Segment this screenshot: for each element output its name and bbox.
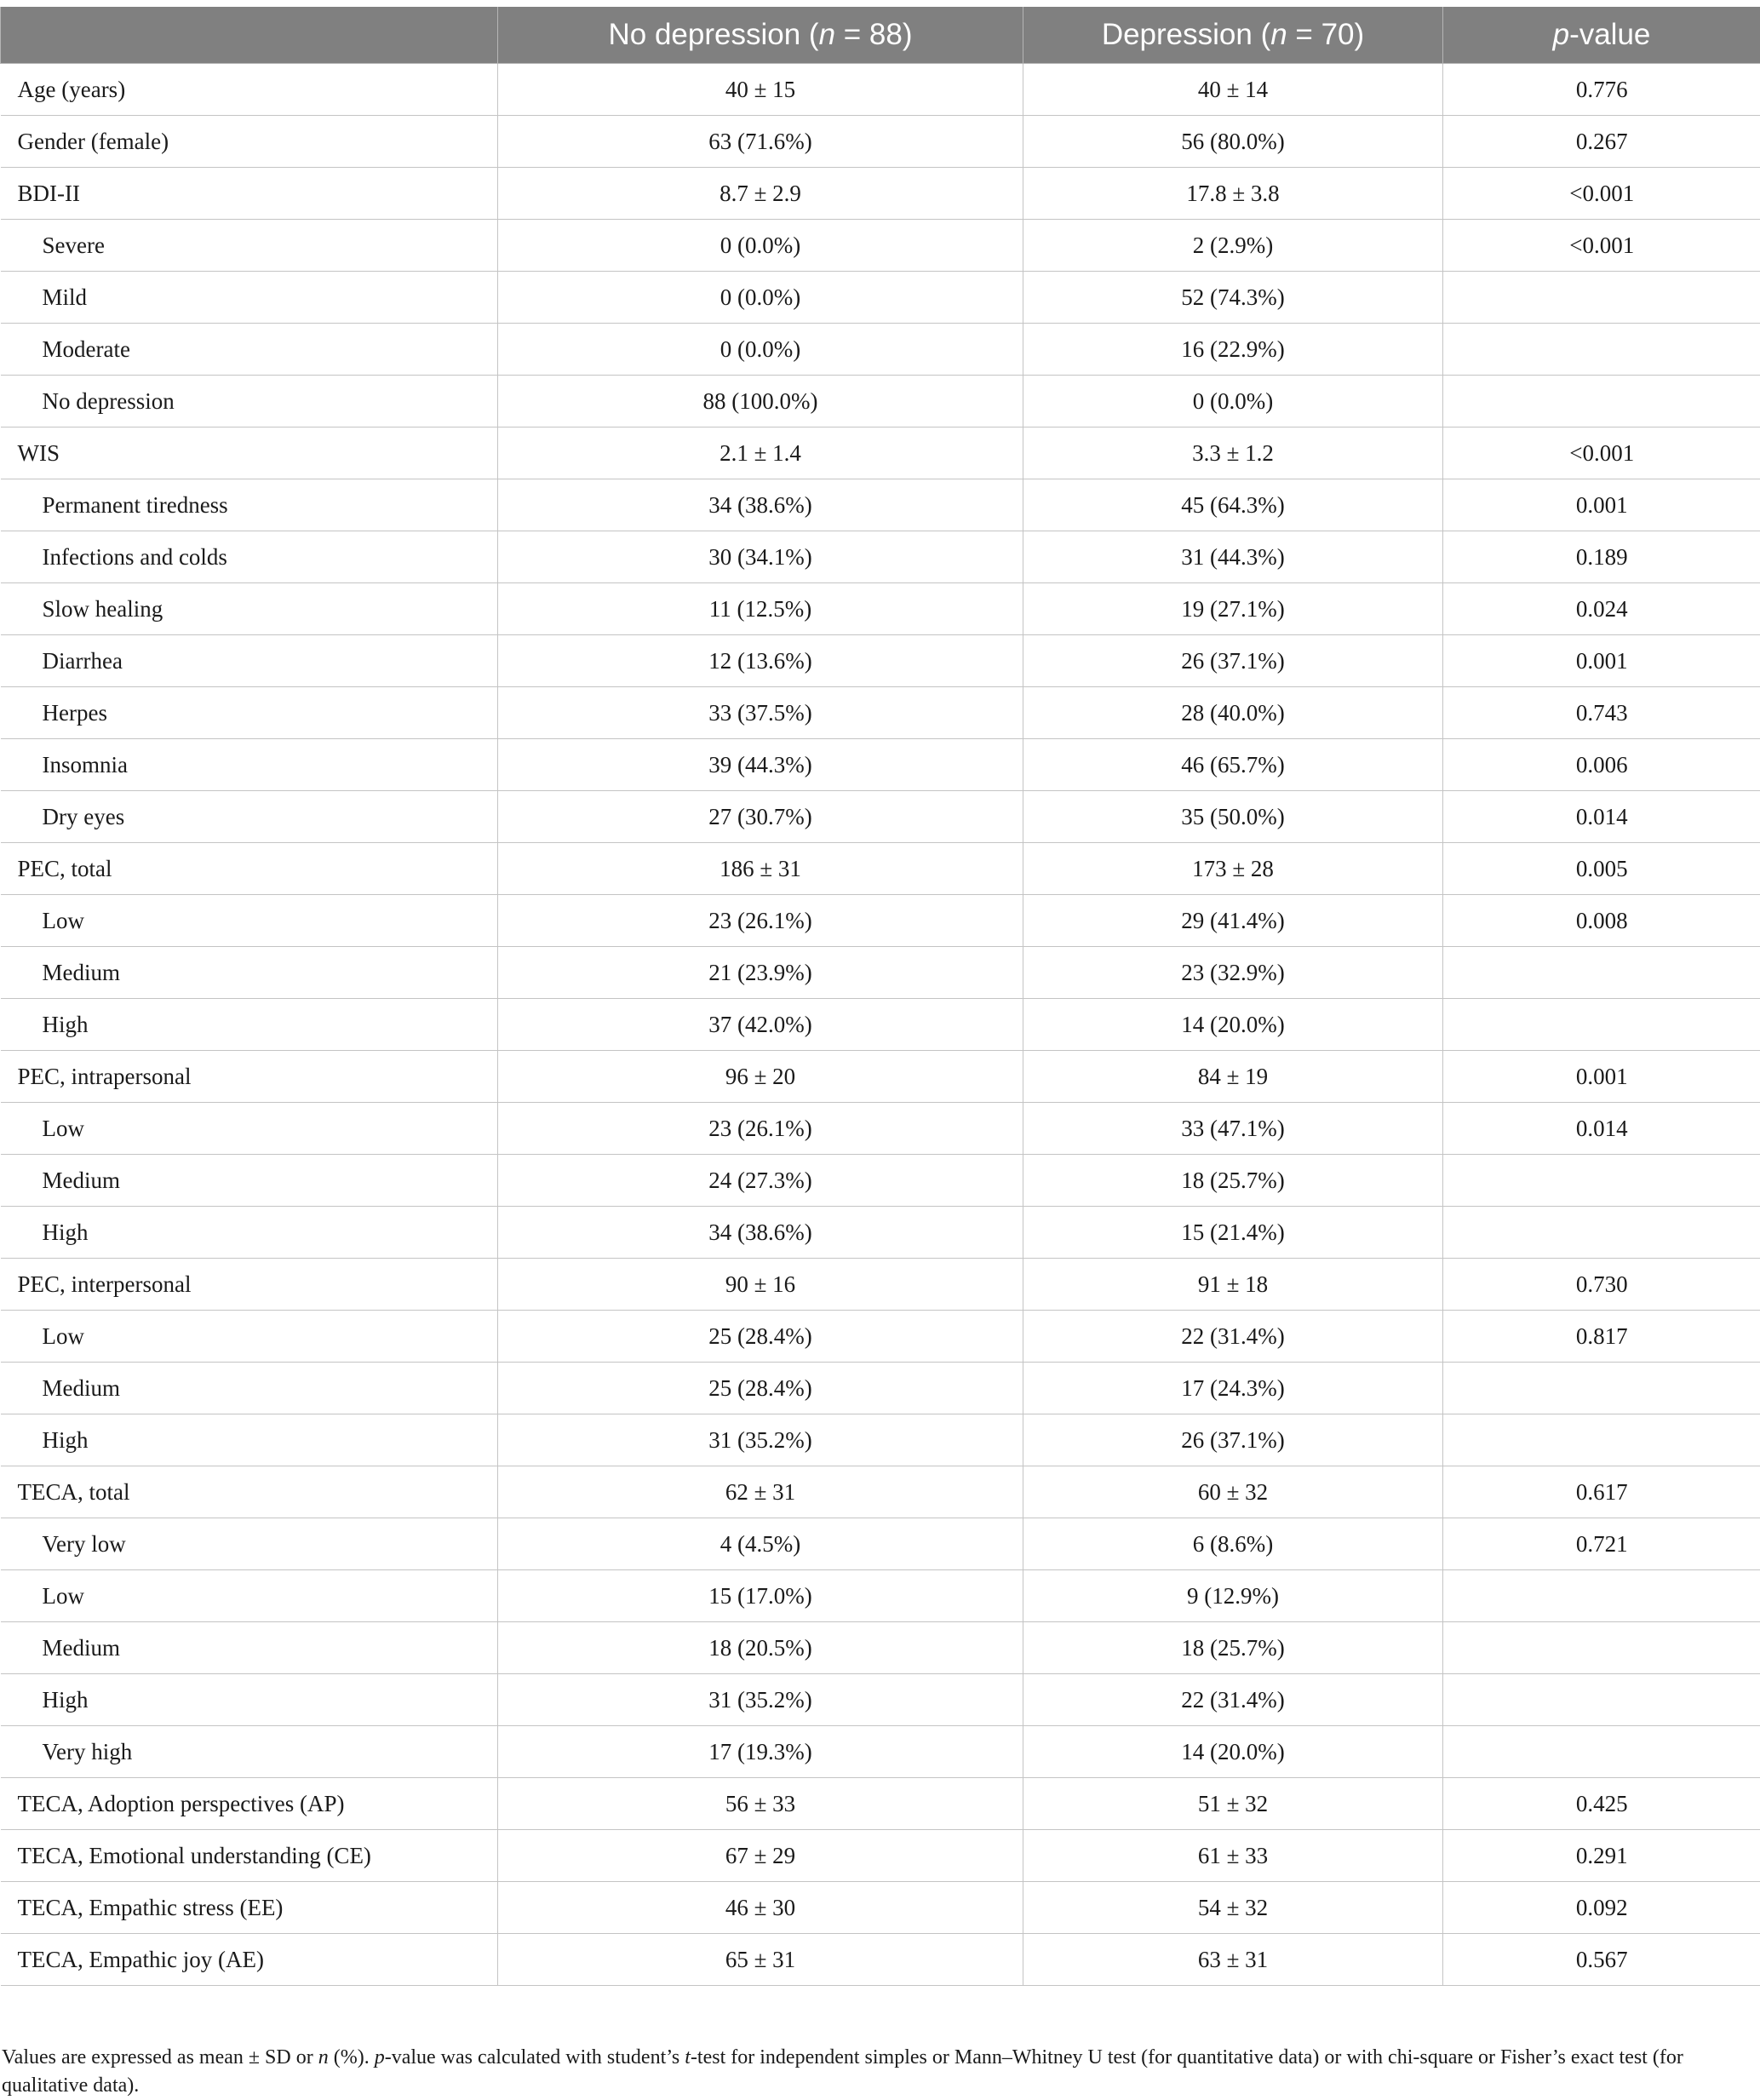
row-label: Dry eyes [1, 791, 498, 843]
table-row [1, 687, 1760, 739]
row-label: Very low [1, 1518, 498, 1570]
row-label: Moderate [1, 324, 498, 376]
table-header [1, 7, 1760, 64]
cell-no-depression: 18 (20.5%) [498, 1622, 1023, 1674]
table-row [1, 531, 1760, 583]
table-row [1, 739, 1760, 791]
table-footnote [0, 2044, 1760, 2100]
cell-no-depression: 88 (100.0%) [498, 376, 1023, 427]
cell-p-value: <0.001 [1443, 168, 1760, 220]
table-row [1, 843, 1760, 895]
cell-depression: 16 (22.9%) [1023, 324, 1443, 376]
cell-no-depression: 34 (38.6%) [498, 1207, 1023, 1259]
table-row [1, 1622, 1760, 1674]
cell-depression: 40 ± 14 [1023, 64, 1443, 116]
table-row [1, 947, 1760, 999]
row-label: Infections and colds [1, 531, 498, 583]
cell-depression: 60 ± 32 [1023, 1466, 1443, 1518]
cell-p-value: 0.006 [1443, 739, 1760, 791]
header-no-depression-post: = 88) [835, 18, 912, 51]
table-row [1, 116, 1760, 168]
cell-depression: 22 (31.4%) [1023, 1674, 1443, 1726]
cell-no-depression: 25 (28.4%) [498, 1311, 1023, 1363]
header-p-post: -value [1569, 18, 1650, 51]
cell-no-depression: 67 ± 29 [498, 1830, 1023, 1882]
table-row [1, 1882, 1760, 1934]
table-row [1, 1518, 1760, 1570]
row-label: PEC, intrapersonal [1, 1051, 498, 1103]
table-row [1, 895, 1760, 947]
table-row [1, 1363, 1760, 1414]
cell-depression: 26 (37.1%) [1023, 635, 1443, 687]
cell-p-value: <0.001 [1443, 427, 1760, 479]
table-row [1, 272, 1760, 324]
table-row [1, 1466, 1760, 1518]
cell-depression: 173 ± 28 [1023, 843, 1443, 895]
footnote-part-4: -test for independent simples or Mann–Whitney U test (for quantitative data) or with chi-square or Fisher’s exact test (for qualitative data). [2, 2046, 1683, 2097]
cell-p-value: <0.001 [1443, 220, 1760, 272]
cell-depression: 63 ± 31 [1023, 1934, 1443, 1986]
row-label: BDI-II [1, 168, 498, 220]
cell-no-depression: 2.1 ± 1.4 [498, 427, 1023, 479]
cell-depression: 28 (40.0%) [1023, 687, 1443, 739]
row-label: Low [1, 1311, 498, 1363]
row-label: PEC, total [1, 843, 498, 895]
cell-depression: 61 ± 33 [1023, 1830, 1443, 1882]
table-row [1, 1207, 1760, 1259]
cell-depression: 54 ± 32 [1023, 1882, 1443, 1934]
table-row [1, 1414, 1760, 1466]
cell-no-depression: 56 ± 33 [498, 1778, 1023, 1830]
cell-no-depression: 15 (17.0%) [498, 1570, 1023, 1622]
cell-p-value: 0.743 [1443, 687, 1760, 739]
cell-no-depression: 24 (27.3%) [498, 1155, 1023, 1207]
cell-depression: 45 (64.3%) [1023, 479, 1443, 531]
cell-depression: 91 ± 18 [1023, 1259, 1443, 1311]
header-row [1, 7, 1760, 64]
cell-p-value [1443, 1726, 1760, 1778]
cell-no-depression: 46 ± 30 [498, 1882, 1023, 1934]
cell-p-value [1443, 272, 1760, 324]
cell-p-value: 0.014 [1443, 791, 1760, 843]
results-table-container [0, 7, 1760, 1986]
cell-depression: 51 ± 32 [1023, 1778, 1443, 1830]
header-p: p [1553, 18, 1569, 51]
cell-no-depression: 4 (4.5%) [498, 1518, 1023, 1570]
cell-no-depression: 186 ± 31 [498, 843, 1023, 895]
header-depression-post: = 70) [1287, 18, 1364, 51]
cell-no-depression: 31 (35.2%) [498, 1414, 1023, 1466]
cell-no-depression: 11 (12.5%) [498, 583, 1023, 635]
cell-depression: 17 (24.3%) [1023, 1363, 1443, 1414]
cell-no-depression: 63 (71.6%) [498, 116, 1023, 168]
cell-no-depression: 37 (42.0%) [498, 999, 1023, 1051]
table-row [1, 1103, 1760, 1155]
table-row [1, 168, 1760, 220]
header-p-value [1443, 7, 1760, 64]
cell-no-depression: 12 (13.6%) [498, 635, 1023, 687]
cell-p-value: 0.005 [1443, 843, 1760, 895]
cell-no-depression: 31 (35.2%) [498, 1674, 1023, 1726]
cell-p-value: 0.189 [1443, 531, 1760, 583]
row-label: TECA, Empathic stress (EE) [1, 1882, 498, 1934]
table-row [1, 1570, 1760, 1622]
cell-p-value [1443, 376, 1760, 427]
table-row [1, 635, 1760, 687]
cell-no-depression: 34 (38.6%) [498, 479, 1023, 531]
cell-no-depression: 39 (44.3%) [498, 739, 1023, 791]
footnote-p: p [375, 2046, 385, 2068]
cell-depression: 6 (8.6%) [1023, 1518, 1443, 1570]
cell-p-value [1443, 1155, 1760, 1207]
table-row [1, 999, 1760, 1051]
cell-depression: 17.8 ± 3.8 [1023, 168, 1443, 220]
cell-p-value: 0.567 [1443, 1934, 1760, 1986]
cell-depression: 33 (47.1%) [1023, 1103, 1443, 1155]
table-row [1, 1311, 1760, 1363]
row-label: TECA, Empathic joy (AE) [1, 1934, 498, 1986]
cell-depression: 26 (37.1%) [1023, 1414, 1443, 1466]
cell-p-value: 0.001 [1443, 1051, 1760, 1103]
table-row [1, 1778, 1760, 1830]
cell-depression: 46 (65.7%) [1023, 739, 1443, 791]
cell-p-value: 0.001 [1443, 635, 1760, 687]
row-label: High [1, 1207, 498, 1259]
cell-no-depression: 33 (37.5%) [498, 687, 1023, 739]
cell-depression: 18 (25.7%) [1023, 1155, 1443, 1207]
header-depression [1023, 7, 1443, 64]
row-label: Medium [1, 1622, 498, 1674]
cell-p-value [1443, 1570, 1760, 1622]
table-row [1, 220, 1760, 272]
cell-depression: 15 (21.4%) [1023, 1207, 1443, 1259]
row-label: Herpes [1, 687, 498, 739]
header-depression-pre: Depression ( [1102, 18, 1270, 51]
cell-no-depression: 21 (23.9%) [498, 947, 1023, 999]
row-label: Low [1, 1103, 498, 1155]
table-row [1, 1934, 1760, 1986]
row-label: Low [1, 1570, 498, 1622]
table-row [1, 1674, 1760, 1726]
cell-p-value [1443, 999, 1760, 1051]
cell-no-depression: 17 (19.3%) [498, 1726, 1023, 1778]
cell-no-depression: 30 (34.1%) [498, 531, 1023, 583]
cell-p-value: 0.092 [1443, 1882, 1760, 1934]
cell-no-depression: 90 ± 16 [498, 1259, 1023, 1311]
cell-depression: 31 (44.3%) [1023, 531, 1443, 583]
row-label: High [1, 1674, 498, 1726]
cell-no-depression: 65 ± 31 [498, 1934, 1023, 1986]
cell-no-depression: 0 (0.0%) [498, 220, 1023, 272]
cell-depression: 56 (80.0%) [1023, 116, 1443, 168]
cell-p-value [1443, 947, 1760, 999]
cell-depression: 3.3 ± 1.2 [1023, 427, 1443, 479]
table-row [1, 427, 1760, 479]
cell-no-depression: 8.7 ± 2.9 [498, 168, 1023, 220]
row-label: Gender (female) [1, 116, 498, 168]
cell-p-value: 0.721 [1443, 1518, 1760, 1570]
cell-p-value [1443, 324, 1760, 376]
cell-p-value: 0.014 [1443, 1103, 1760, 1155]
table-row [1, 1259, 1760, 1311]
row-label: Low [1, 895, 498, 947]
header-no-depression [498, 7, 1023, 64]
row-label: Medium [1, 1363, 498, 1414]
cell-depression: 84 ± 19 [1023, 1051, 1443, 1103]
table-row [1, 791, 1760, 843]
footnote-part-1: Values are expressed as mean ± SD or [2, 2046, 318, 2068]
row-label: Age (years) [1, 64, 498, 116]
header-no-depression-pre: No depression ( [608, 18, 818, 51]
footnote-t: t [685, 2046, 691, 2068]
table-body [1, 64, 1760, 1986]
cell-no-depression: 96 ± 20 [498, 1051, 1023, 1103]
cell-p-value: 0.291 [1443, 1830, 1760, 1882]
table-row [1, 64, 1760, 116]
cell-p-value: 0.776 [1443, 64, 1760, 116]
row-label: Slow healing [1, 583, 498, 635]
cell-depression: 22 (31.4%) [1023, 1311, 1443, 1363]
cell-depression: 23 (32.9%) [1023, 947, 1443, 999]
cell-no-depression: 0 (0.0%) [498, 272, 1023, 324]
cell-p-value: 0.817 [1443, 1311, 1760, 1363]
row-label: Medium [1, 947, 498, 999]
cell-no-depression: 23 (26.1%) [498, 1103, 1023, 1155]
header-depression-n: n [1270, 18, 1287, 51]
cell-no-depression: 25 (28.4%) [498, 1363, 1023, 1414]
results-table [0, 7, 1760, 1986]
cell-p-value [1443, 1674, 1760, 1726]
cell-depression: 52 (74.3%) [1023, 272, 1443, 324]
cell-p-value: 0.024 [1443, 583, 1760, 635]
row-label: Insomnia [1, 739, 498, 791]
row-label: Permanent tiredness [1, 479, 498, 531]
row-label: Diarrhea [1, 635, 498, 687]
row-label: Medium [1, 1155, 498, 1207]
footnote-n: n [318, 2046, 329, 2068]
cell-depression: 0 (0.0%) [1023, 376, 1443, 427]
header-no-depression-n: n [819, 18, 835, 51]
row-label: TECA, total [1, 1466, 498, 1518]
row-label: High [1, 1414, 498, 1466]
table-row [1, 1051, 1760, 1103]
cell-p-value [1443, 1207, 1760, 1259]
footnote-part-3: -value was calculated with student’s [385, 2046, 685, 2068]
row-label: Very high [1, 1726, 498, 1778]
cell-no-depression: 27 (30.7%) [498, 791, 1023, 843]
cell-depression: 9 (12.9%) [1023, 1570, 1443, 1622]
cell-no-depression: 23 (26.1%) [498, 895, 1023, 947]
cell-p-value: 0.267 [1443, 116, 1760, 168]
cell-depression: 18 (25.7%) [1023, 1622, 1443, 1674]
table-row [1, 479, 1760, 531]
table-row [1, 583, 1760, 635]
row-label: PEC, interpersonal [1, 1259, 498, 1311]
row-label: Severe [1, 220, 498, 272]
cell-p-value: 0.001 [1443, 479, 1760, 531]
cell-p-value [1443, 1622, 1760, 1674]
table-row [1, 1830, 1760, 1882]
row-label: No depression [1, 376, 498, 427]
cell-p-value [1443, 1414, 1760, 1466]
row-label: WIS [1, 427, 498, 479]
footnote-part-2: (%). [329, 2046, 375, 2068]
cell-p-value: 0.008 [1443, 895, 1760, 947]
cell-depression: 14 (20.0%) [1023, 1726, 1443, 1778]
cell-p-value: 0.730 [1443, 1259, 1760, 1311]
table-row [1, 376, 1760, 427]
cell-p-value: 0.425 [1443, 1778, 1760, 1830]
cell-p-value: 0.617 [1443, 1466, 1760, 1518]
cell-no-depression: 0 (0.0%) [498, 324, 1023, 376]
cell-depression: 19 (27.1%) [1023, 583, 1443, 635]
table-row [1, 1155, 1760, 1207]
cell-depression: 14 (20.0%) [1023, 999, 1443, 1051]
cell-depression: 35 (50.0%) [1023, 791, 1443, 843]
cell-no-depression: 40 ± 15 [498, 64, 1023, 116]
row-label: TECA, Emotional understanding (CE) [1, 1830, 498, 1882]
row-label: TECA, Adoption perspectives (AP) [1, 1778, 498, 1830]
cell-depression: 2 (2.9%) [1023, 220, 1443, 272]
header-variable [1, 7, 498, 64]
table-row [1, 1726, 1760, 1778]
row-label: High [1, 999, 498, 1051]
cell-p-value [1443, 1363, 1760, 1414]
cell-no-depression: 62 ± 31 [498, 1466, 1023, 1518]
row-label: Mild [1, 272, 498, 324]
table-row [1, 324, 1760, 376]
cell-depression: 29 (41.4%) [1023, 895, 1443, 947]
